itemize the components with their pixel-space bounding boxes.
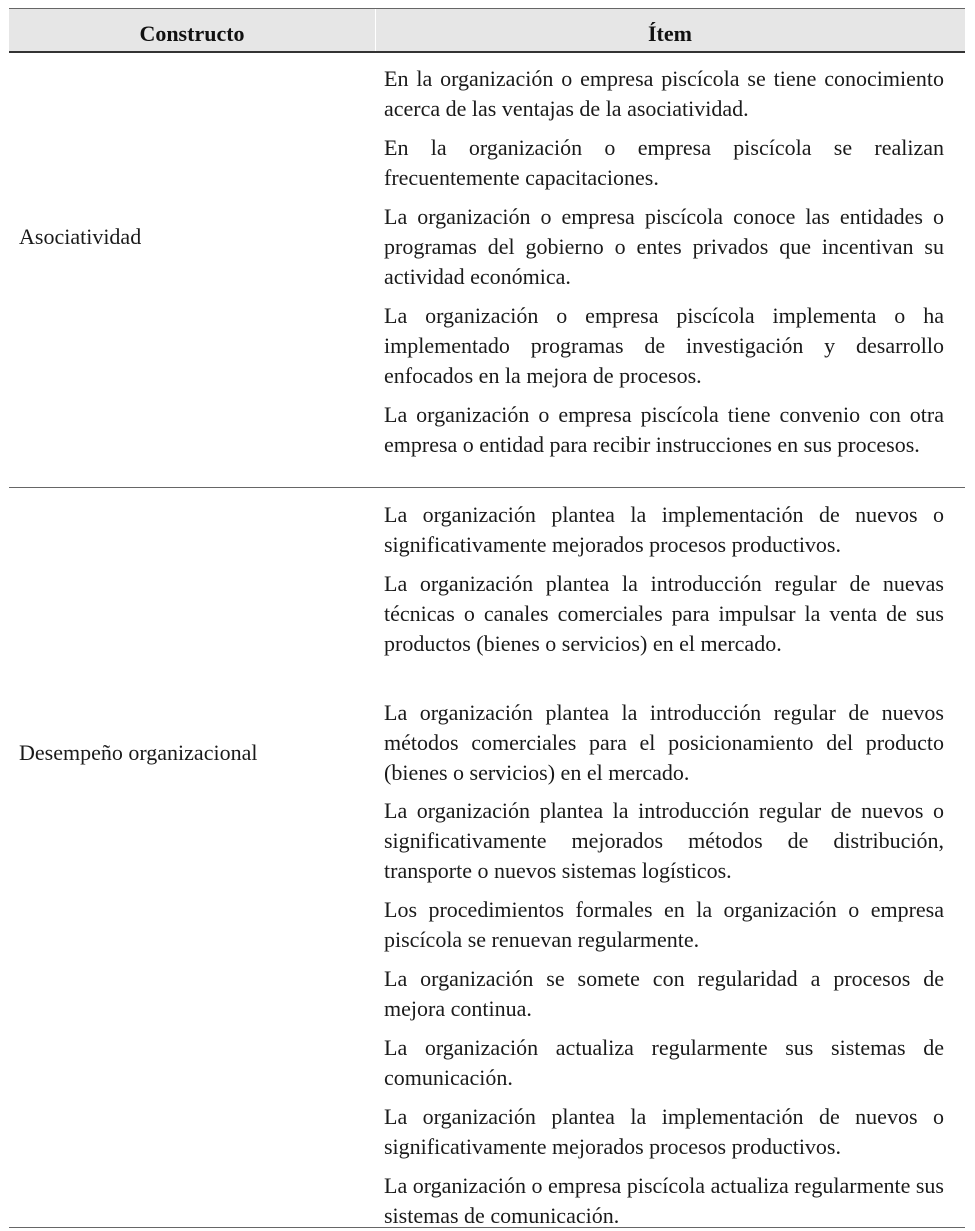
- item-cell: La organización o empresa piscícola actualiza regularmente sus sistemas de comunicación.: [384, 1173, 944, 1228]
- item-cell: La organización actualiza regularmente sus sistemas de comunicación.: [384, 1035, 944, 1090]
- item-cell: La organización o empresa piscícola implementa o ha implementado programas de investigación y desarrollo enfocados en la mejora de procesos.: [384, 303, 944, 388]
- item-cell: La organización o empresa piscícola conoce las entidades o programas del gobierno o entes privados que incentivan su actividad económica.: [384, 204, 944, 289]
- item-cell: La organización se somete con regularidad a procesos de mejora continua.: [384, 966, 944, 1021]
- item-cell: La organización o empresa piscícola tiene convenio con otra empresa o entidad para recibir instrucciones en sus procesos.: [384, 402, 944, 457]
- header-construct: Constructo: [139, 21, 245, 46]
- item-cell: La organización plantea la introducción regular de nuevos métodos comerciales para el posicionamiento del producto (bienes o servicios) en el mercado.: [384, 700, 944, 785]
- table-header: [9, 9, 965, 51]
- item-cell: Los procedimientos formales en la organización o empresa piscícola se renuevan regularmente.: [384, 897, 944, 952]
- item-cell: La organización plantea la introducción regular de nuevos o significativamente mejorados métodos de distribución, transporte o nuevos sistemas logísticos.: [384, 798, 944, 883]
- group-separator-rule: [9, 487, 965, 488]
- item-cell: La organización plantea la implementación de nuevos o significativamente mejorados procesos productivos.: [384, 1104, 944, 1159]
- item-cell: En la organización o empresa piscícola se realizan frecuentemente capacitaciones.: [384, 135, 944, 190]
- bottom-rule: [9, 1227, 965, 1228]
- item-cell: En la organización o empresa piscícola se tiene conocimiento acerca de las ventajas de la asociatividad.: [384, 66, 944, 121]
- item-cell: La organización plantea la implementación de nuevos o significativamente mejorados procesos productivos.: [384, 502, 944, 557]
- construct-cell: Asociatividad: [19, 224, 142, 249]
- header-item: Ítem: [648, 21, 692, 46]
- items-table: [9, 8, 965, 1228]
- item-cell: La organización plantea la introducción regular de nuevas técnicas o canales comerciales para impulsar la venta de sus productos (bienes o servicios) en el mercado.: [384, 571, 944, 656]
- header-bottom-rule: [9, 51, 965, 53]
- construct-cell: Desempeño organizacional: [19, 740, 258, 765]
